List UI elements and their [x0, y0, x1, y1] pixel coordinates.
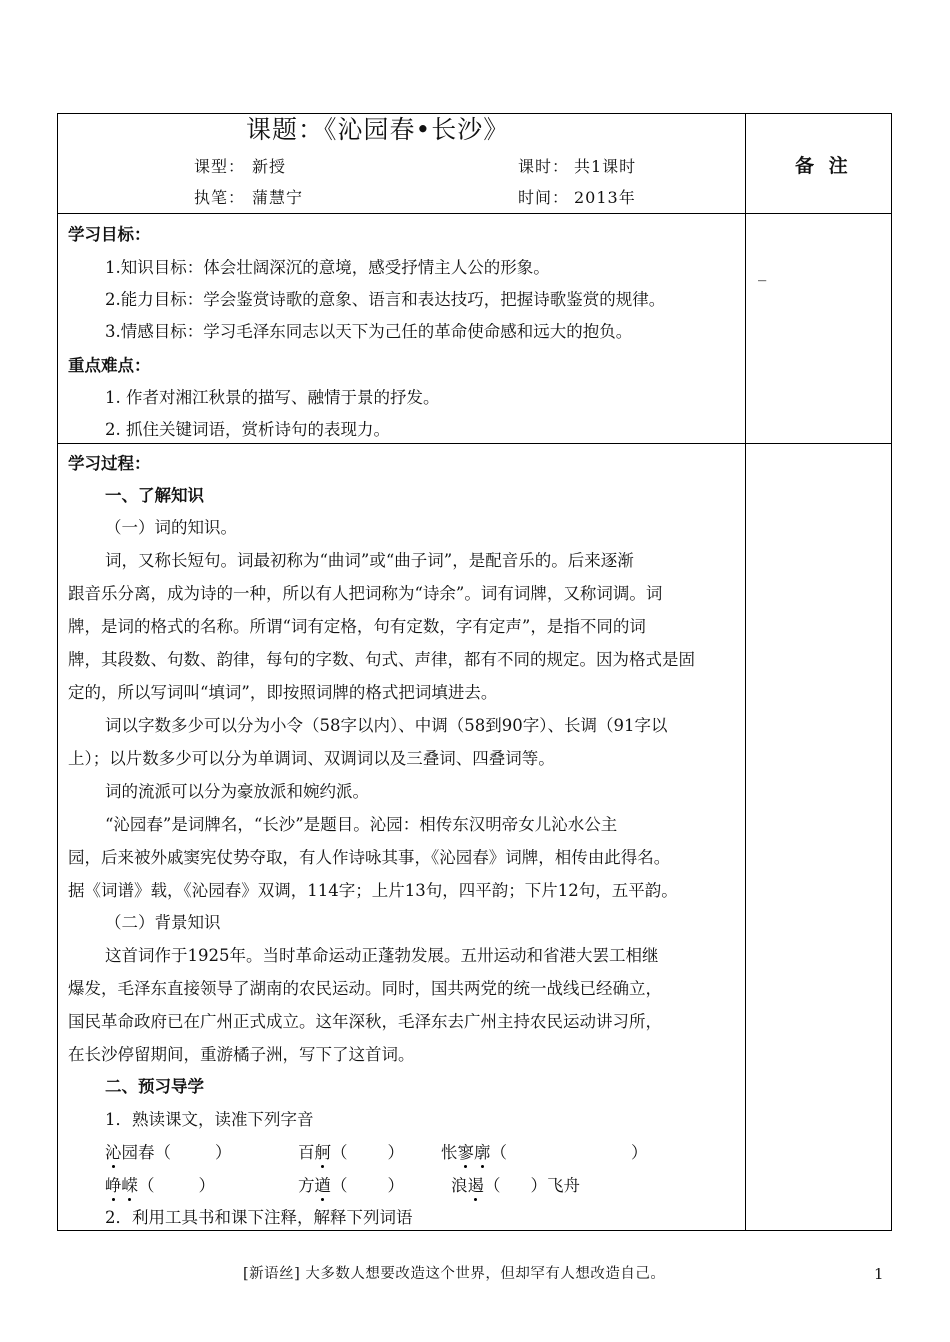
task-item: 2．利用工具书和课下注释，解释下列词语	[105, 1208, 413, 1227]
task-item: 1．熟读课文，读准下列字音	[105, 1110, 314, 1129]
paragraph-line: 这首词作于1925年。当时革命运动正蓬勃发展。五卅运动和省港大罢工相继	[105, 946, 659, 965]
goal-item: 3.情感目标：学习毛泽东同志以天下为己任的革命使命感和远大的抱负。	[105, 322, 633, 341]
pronunciation-item: 百舸（ ）	[298, 1143, 404, 1162]
paragraph-line: 词的流派可以分为豪放派和婉约派。	[105, 782, 369, 801]
table-row-divider-1	[57, 213, 892, 214]
paragraph-line: 跟音乐分离，成为诗的一种，所以有人把词称为“诗余”。词有词牌，又称词调。词	[68, 584, 663, 603]
date-label: 时间：	[518, 188, 570, 207]
table-border-bottom	[57, 1230, 892, 1231]
word: 方遒	[298, 1176, 331, 1195]
word: 百舸	[298, 1143, 331, 1162]
author-value: 蒲慧宁	[252, 188, 304, 207]
table-row-divider-2	[57, 443, 892, 444]
key-points-heading: 重点难点：	[68, 356, 151, 375]
date-value: 2013年	[574, 188, 636, 207]
table-column-divider	[745, 113, 746, 1231]
paragraph-line: 在长沙停留期间，重游橘子洲，写下了这首词。	[68, 1045, 415, 1064]
subsection-title: （二）背景知识	[105, 913, 221, 932]
footer-quote: [新语丝] 大多数人想要改造这个世界，但却罕有人想改造自己。	[243, 1266, 666, 1282]
subsection-title: （一）词的知识。	[105, 518, 237, 537]
process-heading: 学习过程：	[68, 454, 151, 473]
paragraph-line: 牌，其段数、句数、韵律，每句的字数、句式、声律，都有不同的规定。因为格式是固	[68, 650, 695, 669]
paragraph-line: 定的，所以写词叫“填词”，即按照词牌的格式把词填进去。	[68, 683, 498, 702]
lesson-type-label: 课型：	[194, 157, 246, 176]
paragraph-line: 上）；以片数多少可以分为单调词、双调词以及三叠词、四叠词等。	[68, 749, 555, 768]
table-border-right	[891, 113, 892, 1231]
lesson-hours-label: 课时：	[518, 157, 570, 176]
table-border-left	[57, 113, 58, 1231]
section2-title: 二、预习导学	[105, 1077, 204, 1096]
author-label: 执笔：	[194, 188, 246, 207]
goal-item: 2.能力目标：学会鉴赏诗歌的意象、语言和表达技巧，把握诗歌鉴赏的规律。	[105, 290, 666, 309]
key-point-item: 2. 抓住关键词语，赏析诗句的表现力。	[105, 420, 390, 439]
notes-column-header: 备 注	[795, 155, 852, 177]
word: 浪遏	[451, 1176, 484, 1195]
goals-heading: 学习目标：	[68, 225, 151, 244]
notes-side-mark: _	[758, 262, 767, 281]
pronunciation-item: 方遒（ ）	[298, 1176, 404, 1195]
key-point-item: 1. 作者对湘江秋景的描写、融情于景的抒发。	[105, 388, 440, 407]
paragraph-line: 词以字数多少可以分为小令（58字以内）、中调（58到90字）、长调（91字以	[105, 716, 668, 735]
word: 怅寥廓	[441, 1143, 491, 1162]
paragraph-line: 据《词谱》载，《沁园春》双调，114字；上片13句，四平韵；下片12句，五平韵。	[68, 881, 678, 900]
paragraph-line: 牌，是词的格式的名称。所谓“词有定格，句有定数，字有定声”，是指不同的词	[68, 617, 646, 636]
lesson-hours-value: 共1课时	[574, 157, 637, 176]
lesson-title: 课题：《沁园春•长沙》	[246, 115, 510, 144]
paragraph-line: 国民革命政府已在广州正式成立。这年深秋，毛泽东去广州主持农民运动讲习所，	[68, 1012, 662, 1031]
page-number: 1	[874, 1265, 884, 1283]
word: 沁园春	[105, 1143, 155, 1162]
lesson-type-value: 新授	[252, 157, 287, 176]
paragraph-line: 词，又称长短句。词最初称为“曲词”或“曲子词”，是配音乐的。后来逐渐	[105, 551, 634, 570]
pronunciation-item: 怅寥廓（ ）	[441, 1143, 648, 1162]
paragraph-line: 园，后来被外戚窦宪仗势夺取，有人作诗咏其事，《沁园春》词牌，相传由此得名。	[68, 848, 671, 867]
word: 峥嵘	[105, 1176, 138, 1195]
paragraph-line: 爆发，毛泽东直接领导了湖南的农民运动。同时，国共两党的统一战线已经确立，	[68, 979, 662, 998]
pronunciation-item: 浪遏（ ）飞舟	[451, 1176, 580, 1195]
paragraph-line: “沁园春”是词牌名，“长沙”是题目。沁园：相传东汉明帝女儿沁水公主	[105, 815, 618, 834]
section1-title: 一、了解知识	[105, 486, 204, 505]
pronunciation-item: 沁园春（ ）	[105, 1143, 232, 1162]
pronunciation-item: 峥嵘（ ）	[105, 1176, 215, 1195]
goal-item: 1.知识目标：体会壮阔深沉的意境，感受抒情主人公的形象。	[105, 258, 550, 277]
